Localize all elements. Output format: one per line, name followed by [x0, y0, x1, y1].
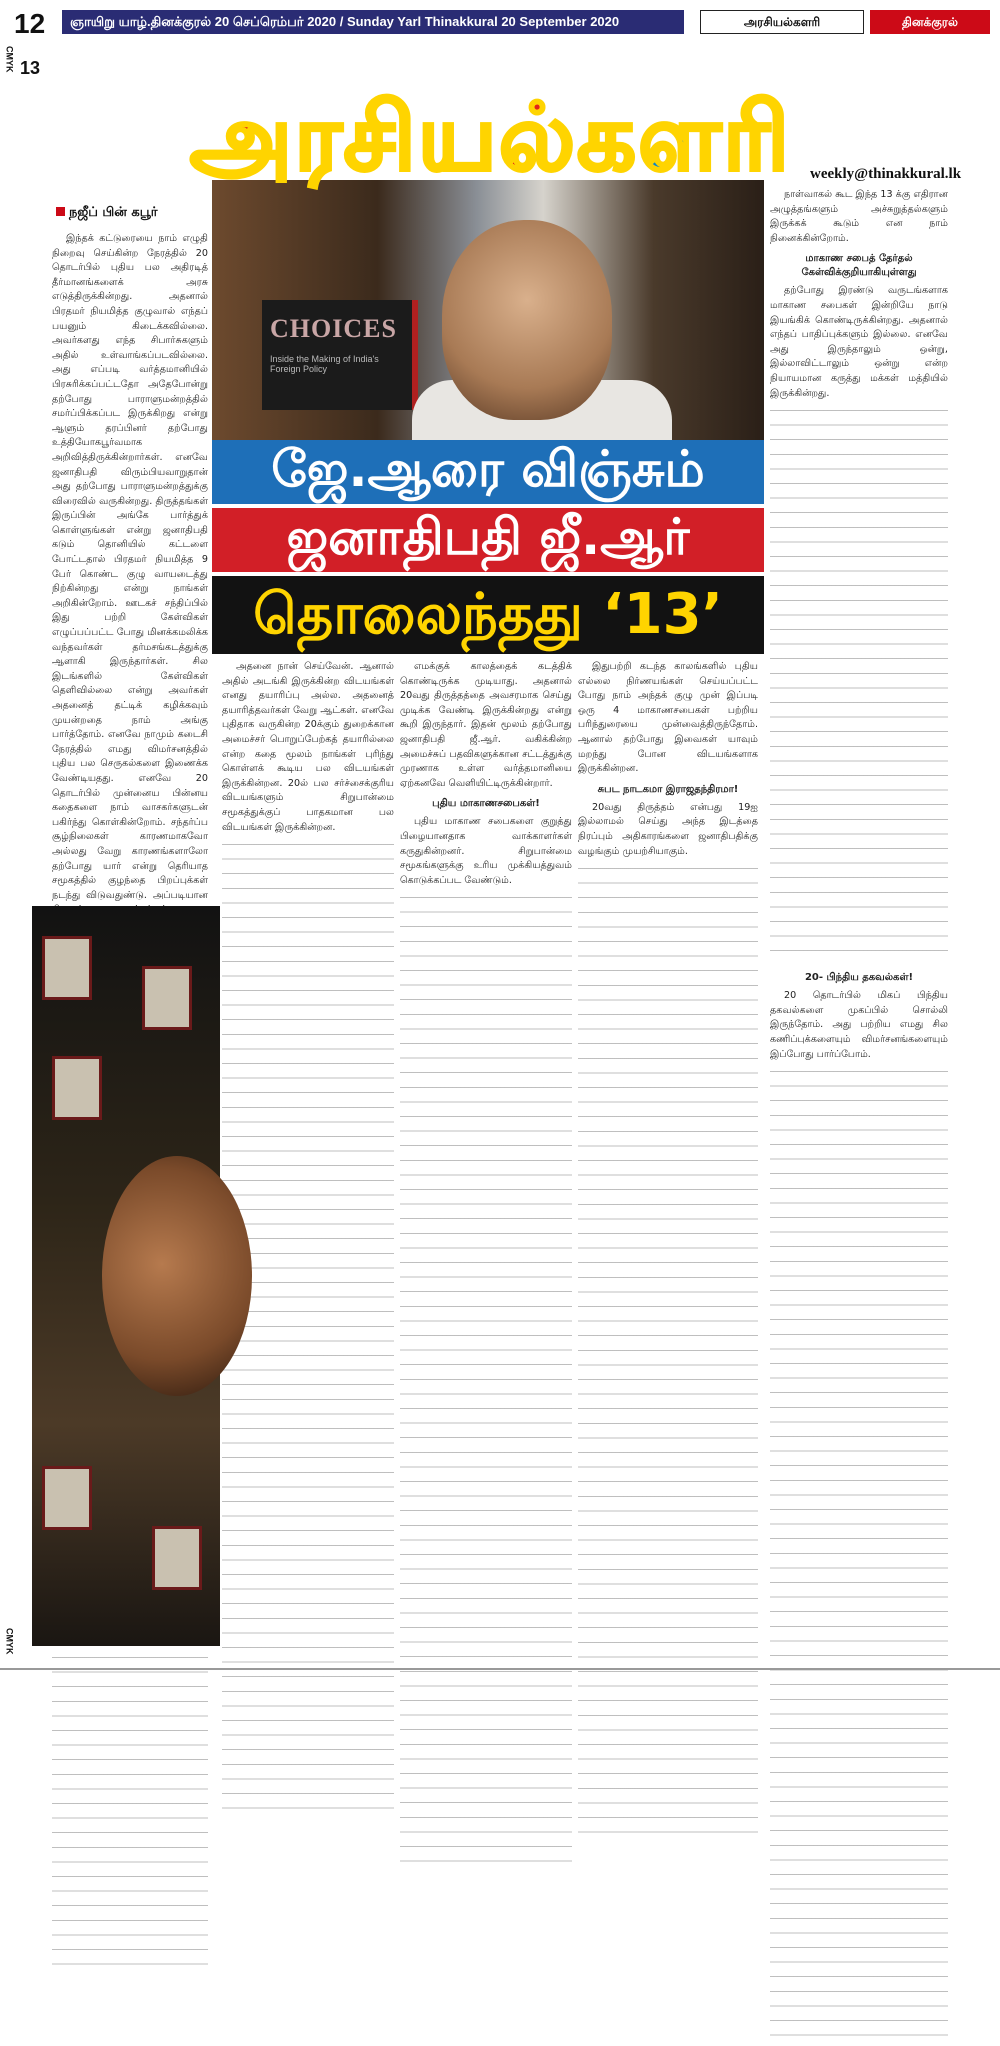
section-label: அரசியல்களரி — [700, 10, 864, 34]
headline-line-3: தொலைந்தது ‘13’ — [212, 576, 764, 654]
article-paragraph: நாள்வாகல் கூட இந்த 13 க்கு எதிரான அழுத்தங்களும் அச்சுறுத்தல்களும் இருக்கக் கூடும் என நாம் நினைக்கின்றோம். — [770, 189, 948, 244]
article-paragraph: புதிய மாகாண சபைகளை குறுத்து பிழையானதாக வாக்காளர்கள் கருதுகின்றனர். சிறுபான்மை சமூகங்களுக்கு உரிய முக்கியத்துவம் கொடுக்கப்பட வேண்டும். — [400, 816, 572, 886]
text-lines-filler — [578, 863, 758, 1843]
masthead-part1: அரசியல் — [190, 84, 578, 191]
article-column-4 — [578, 660, 758, 1640]
text-lines-filler — [770, 405, 948, 965]
subheading: புதிய மாகாணசபைகள்! — [432, 798, 540, 810]
cmyk-marker-top — [2, 46, 16, 75]
newspaper-logo: தினக்குரல் — [870, 10, 990, 34]
byline-text: நஜீப் பின் கபூர் — [69, 205, 158, 220]
article-column-2 — [222, 660, 394, 910]
article-paragraph: 20 தொடர்பில் மிகப் பிந்திய தகவல்களை முகப்பில் சொல்லி இருந்தோம். அது பற்றிய எமது சில கணிப்புக்களையும் விமர்சனங்களையும் இப்போது பார்ப்போம். — [770, 990, 948, 1060]
cmyk-marker-bottom — [2, 1628, 16, 1657]
top-photo — [212, 180, 764, 440]
subheading: மாகாண சபைத் தேர்தல் கேள்விக்குறியாகியுள்ளது — [801, 253, 917, 279]
footer-rule — [0, 1668, 1000, 1670]
article-paragraph: இந்தக் கட்டுரையை நாம் எழுதி நிறைவு செய்கின்ற நேரத்தில் 20 தொடர்பில் புதிய பல அதிரடித் தீர்மானங்களைக் அரசு எடுத்திருக்கின்றது. அதனால் பிரதமர் நியமித்த குழுவால் எந்தப் பயனும் கிடைக்கவில்லை. அவர்களது எந்த சிபார்சுகளும் அதில் உள்வாங்கப்படவில்லை. அது எப்படி வர்த்தமானியில் பிரசுரிக்கப்பட்டதோ அதேபோன்று தற்போது பாராளுமன்றத்தில் சமர்ப்பிக்கப்பட இருக்கிறது என்று ஆளும் தரப்பினர் தற்போது உத்தியோகபூர்வமாக அறிவித்திருக்கின்றார்கள். எனவே ஜனாதிபதி விரும்பியவாறுதான் அது தற்போது பாராளுமன்றத்துக்கு விரைவில் வருகின்றது. திருத்தங்கள் இருப்பின் அங்கே பார்த்துக் கொள்ளுங்கள் என்று ஜனாதிபதி கடும் தொனியில் கட்டளை போட்டதால் பிரதமர் நியமித்த 9 பேர் கொண்ட குழு வாயடைத்து நிற்கின்றது என்று நாங்கள் அறிகின்றோம். ஊடகச் சந்திப்பில் இது பற்றி கேள்விகள் எழுப்பப்பட்ட போது மினக்கமலிக்க வந்தவர்கள் தர்மசங்கடத்துக்கு ஆளாகி இருந்தார்கள். சில இடங்களில் கேள்விகள் தெளிவில்லை என்று அவர்கள் அதனைத் தட்டிக் கழிக்கவும் முயன்றதை நாம் அங்கு பார்த்தோம். எனவே நாமும் கடைசி நேரத்தில் எமது விமர்சனத்தில் புதிய பல செருகல்களை இணைக்க வேண்டியதது. எனவே 20 தொடர்பில் முன்னைய பின்னய கதைகளை நாம் வாசகர்களுடன் பகிர்ந்து கொள்கின்றோம். சந்தர்ப்ப சூழ்நிலைகள் காரணமாகவோ அல்லது வேறு காரணங்களாலோ தற்போது யார் என்று தெரியாத சமூகத்தில் குழந்தை பிறப்புக்கள் நடந்து விடுவதுண்டு. அப்படியான — [52, 233, 208, 901]
headline-line-2: ஜனாதிபதி ஜீ.ஆர் — [212, 508, 764, 572]
placard — [152, 1526, 202, 1590]
placard — [42, 1466, 92, 1530]
cmyk-text: CMYK — [4, 46, 15, 73]
contact-email: weekly@thinakkural.lk — [810, 166, 962, 182]
subheading: சுபட நாடகமா இராஜதந்திரமா! — [597, 783, 739, 795]
article-paragraph: அதனை நான் செய்வேன். ஆனால் அதில் அடங்கி இருக்கின்ற விடயங்கள் எனது தயாரிப்பு அல்ல. அதனைத் தயாரித்தவர்கள் வேறு ஆட்கள். எனவே புதிதாக வருகின்ற 20க்கும் துறைக்கான அமைச்சர் பொறுப்பேற்கத் தயாரில்லை என்ற கதை மூலம் நாங்கள் புரிந்து கொள்ளக் கூடிய பல விடயங்கள் இருக்கின்றன. 20ல் பல சர்ச்சைக்குரிய விடயங்களும் சிறுபான்மை சமூகத்துக்குப் பாதகமான பல விடயங்கள் இருக்கின்றன. — [222, 661, 394, 833]
placard — [142, 966, 192, 1030]
article-paragraph: 20வது திருத்தம் என்பது 19ஐ இல்லாமல் செய்து அந்த இடத்தை நிரப்பும் அதிகாரங்களை ஜனாதிபதிக்கு வழங்கும் முயற்சியாகும். — [578, 801, 758, 857]
page-header — [0, 0, 1000, 44]
article-column-1 — [52, 232, 208, 910]
placard — [52, 1056, 102, 1120]
text-lines-filler — [400, 892, 572, 1872]
text-lines-filler — [770, 1066, 948, 2046]
book-title: CHOICES — [270, 314, 397, 343]
portrait-face — [442, 220, 612, 420]
article-paragraph: தற்போது இரண்டு வருடங்களாக மாகாண சபைகள் இன்றியே நாடு இயங்கிக் கொண்டிருக்கின்றது. அதனால் எந்தப் பாதிப்புக்களும் இல்லை. எனவே அது இருந்தாலும் ஒன்று, இல்லாவிட்டாலும் ஒன்று என்ற நியாயமான கருத்து மக்கள் மத்தியில் இருக்கின்றது. — [770, 285, 948, 399]
byline — [56, 205, 158, 221]
byline-square-icon — [56, 207, 65, 216]
page-number: 12 — [14, 8, 46, 39]
book-cover — [262, 300, 418, 410]
text-lines-filler — [222, 839, 394, 1819]
subheading: 20- பிந்திய தகவல்கள்! — [804, 972, 914, 984]
article-paragraph: இதுபற்றி கடந்த காலங்களில் புதிய எல்லை நிர்ணயங்கள் செய்யப்பட்ட போது நாம் அந்தக் குழு முன் இப்படி ஒரு 4 மாகாணசபைகள் பற்றிய பரிந்துரையை முன்வைத்திருந்தோம். ஆனால் தற்போது இவைகள் யாவும் மறந்து போன விடயங்களாக இருக்கின்றன. — [578, 661, 758, 775]
masthead-part2: களரி — [577, 84, 792, 191]
book-subtitle: Inside the Making of India's Foreign Policy — [270, 354, 379, 374]
cmyk-text: CMYK — [4, 1628, 15, 1655]
bottom-photo — [32, 906, 220, 1646]
portrait-face — [102, 1156, 252, 1396]
sub-page-number: 13 — [20, 58, 41, 78]
headline-line-1: ஜே.ஆரை விஞ்சும் — [212, 440, 764, 504]
article-paragraph: எமக்குக் காலத்தைக் கடத்திக் கொண்டிருக்க முடியாது. அதனால் 20வது திருத்தத்தை அவசரமாக செய்து முடிக்க வேண்டி இருக்கின்றது என்று கூறி இருந்தார். இதன் மூலம் தற்போது ஜனாதிபதி ஜீ.ஆர். வகிக்கின்ற அமைச்சுப் பதவிகளுக்கான சட்டத்துக்கு முரணாக உள்ள வர்த்தமானியை ஏற்கனவே வெளியிட்டிருக்கின்றார். — [400, 661, 572, 789]
article-column-5 — [770, 188, 948, 1638]
article-column-3 — [400, 660, 572, 1640]
placard — [42, 936, 92, 1000]
date-line: ஞாயிறு யாழ்.தினக்குரல் 20 செப்ரெம்பர் 2020 / Sunday Yarl Thinakkural 20 September 2020 — [62, 10, 684, 34]
